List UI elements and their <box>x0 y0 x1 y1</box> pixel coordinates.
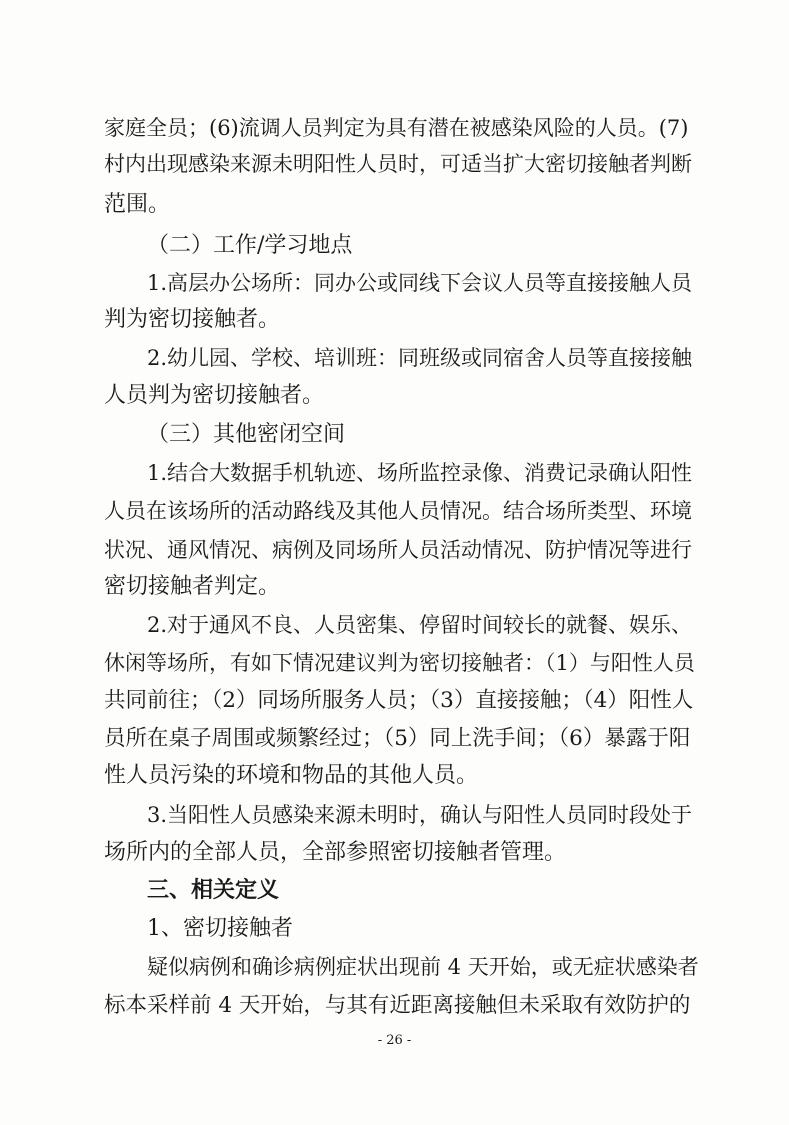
text-line-13: 密切接触者判定。 <box>104 574 281 599</box>
text-line-16: 共同前往；（2）同场所服务人员；（3）直接接触；（4）阳性人 <box>104 688 694 713</box>
text-line-1: 家庭全员；(6)流调人员判定为具有潜在被感染风险的人员。(7) <box>104 116 689 140</box>
text-line-12: 状况、通风情况、病例及同场所人员活动情况、防护情况等进行 <box>104 538 692 562</box>
section-heading-three: 三、相关定义 <box>147 878 280 903</box>
page-number: - 26 - <box>377 1033 412 1048</box>
text-line-10: 1.结合大数据手机轨迹、场所监控录像、消费记录确认阳性 <box>147 461 693 485</box>
text-line-24: 标本采样前 4 天开始，与其有近距离接触但未采取有效防护的 <box>104 993 691 1018</box>
section-heading-2: （二）工作/学习地点 <box>147 233 353 258</box>
text-line-14: 2.对于通风不良、人员密集、停留时间较长的就餐、娱乐、 <box>147 613 693 637</box>
subsection-heading-1: 1、密切接触者 <box>147 916 293 941</box>
text-line-7: 2.幼儿园、学校、培训班：同班级或同宿舍人员等直接接触 <box>147 346 693 370</box>
text-line-19: 3.当阳性人员感染来源未明时，确认与阳性人员同时段处于 <box>147 803 693 827</box>
text-line-20: 场所内的全部人员，全部参照密切接触者管理。 <box>104 840 567 865</box>
text-line-3: 范围。 <box>104 192 171 217</box>
text-line-2: 村内出现感染来源未明阳性人员时，可适当扩大密切接触者判断 <box>104 152 692 176</box>
section-heading-3: （三）其他密闭空间 <box>147 422 346 447</box>
text-line-8: 人员判为密切接触者。 <box>104 383 325 408</box>
text-line-11: 人员在该场所的活动路线及其他人员情况。结合场所类型、环境 <box>104 499 692 523</box>
text-line-6: 判为密切接触者。 <box>104 307 281 332</box>
text-line-17: 员所在桌子周围或频繁经过；（5）同上洗手间；（6）暴露于阳 <box>104 726 691 751</box>
text-line-5: 1.高层办公场所：同办公或同线下会议人员等直接接触人员 <box>147 271 693 295</box>
text-line-18: 性人员污染的环境和物品的其他人员。 <box>104 763 479 788</box>
text-line-15: 休闲等场所，有如下情况建议判为密切接触者：（1）与阳性人员 <box>104 651 695 675</box>
text-line-23: 疑似病例和确诊病例症状出现前 4 天开始，或无症状感染者 <box>147 955 699 979</box>
